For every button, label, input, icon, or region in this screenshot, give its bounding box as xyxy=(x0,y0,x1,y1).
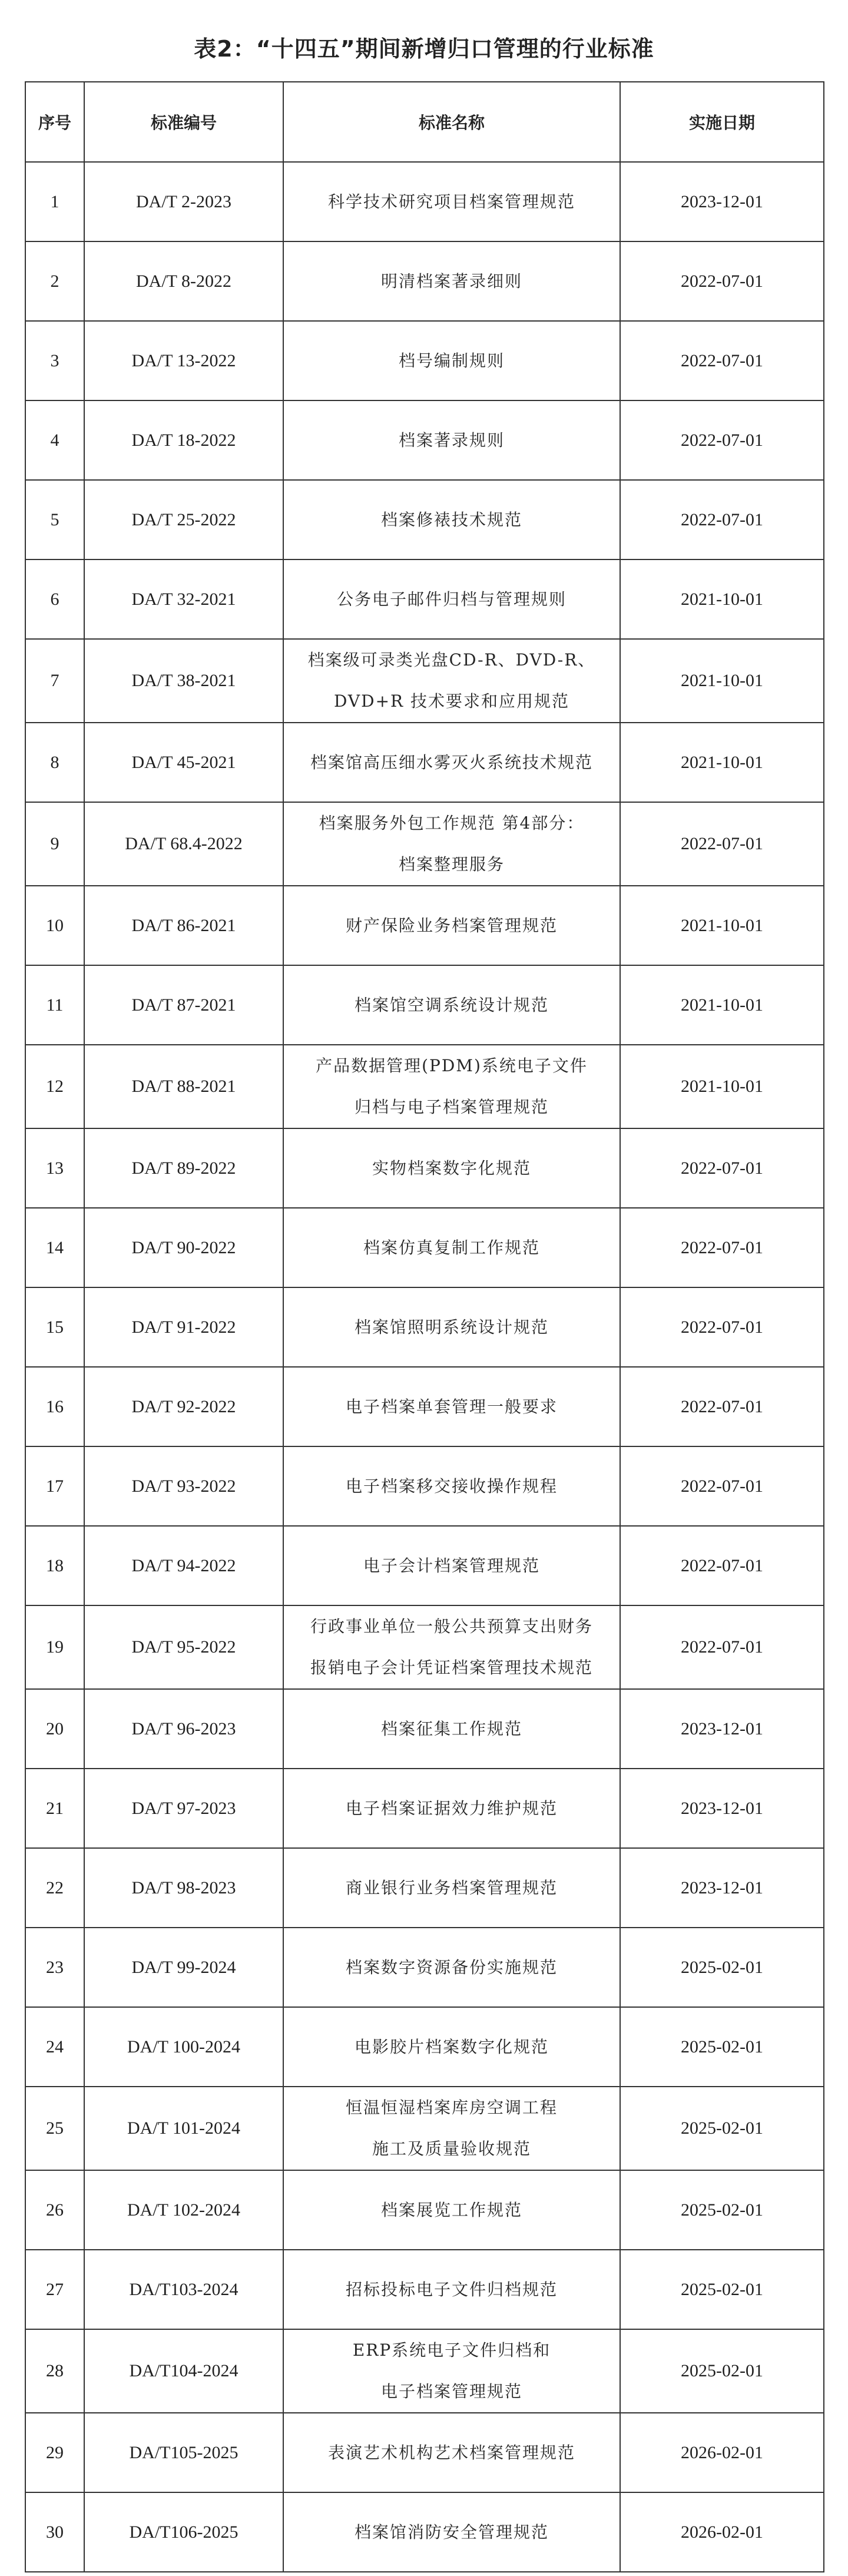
table-row xyxy=(25,2007,824,2087)
cell-serial-number: 2 xyxy=(25,241,84,321)
cell-serial-number: 9 xyxy=(25,802,84,886)
cell-implementation-date: 2023-12-01 xyxy=(620,162,824,241)
cell-standard-code: DA/T 90-2022 xyxy=(84,1208,283,1287)
cell-serial-number: 29 xyxy=(25,2413,84,2492)
cell-implementation-date: 2023-12-01 xyxy=(620,1848,824,1928)
cell-standard-code: DA/T 2-2023 xyxy=(84,162,283,241)
cell-implementation-date: 2021-10-01 xyxy=(620,1045,824,1128)
header-serial-number: 序号 xyxy=(25,82,84,162)
cell-serial-number: 10 xyxy=(25,886,84,965)
cell-standard-code: DA/T 32-2021 xyxy=(84,559,283,639)
cell-implementation-date: 2026-02-01 xyxy=(620,2413,824,2492)
cell-serial-number: 17 xyxy=(25,1446,84,1526)
table-row xyxy=(25,1689,824,1769)
cell-serial-number: 11 xyxy=(25,965,84,1045)
cell-standard-code: DA/T 102-2024 xyxy=(84,2170,283,2250)
cell-standard-name: 档案修裱技术规范 xyxy=(283,480,620,559)
table-row xyxy=(25,639,824,723)
cell-implementation-date: 2022-07-01 xyxy=(620,400,824,480)
table-row xyxy=(25,1128,824,1208)
cell-standard-code: DA/T 91-2022 xyxy=(84,1287,283,1367)
cell-serial-number: 21 xyxy=(25,1769,84,1848)
cell-standard-code: DA/T 38-2021 xyxy=(84,639,283,723)
cell-standard-code: DA/T 89-2022 xyxy=(84,1128,283,1208)
table-row xyxy=(25,241,824,321)
cell-implementation-date: 2021-10-01 xyxy=(620,723,824,802)
cell-serial-number: 3 xyxy=(25,321,84,400)
cell-standard-name: 电子档案证据效力维护规范 xyxy=(283,1769,620,1848)
header-standard-name: 标准名称 xyxy=(283,82,620,162)
cell-implementation-date: 2022-07-01 xyxy=(620,241,824,321)
cell-standard-name: 招标投标电子文件归档规范 xyxy=(283,2250,620,2329)
cell-implementation-date: 2021-10-01 xyxy=(620,886,824,965)
cell-standard-code: DA/T 97-2023 xyxy=(84,1769,283,1848)
cell-standard-name: 档案馆高压细水雾灭火系统技术规范 xyxy=(283,723,620,802)
cell-serial-number: 30 xyxy=(25,2492,84,2572)
cell-implementation-date: 2022-07-01 xyxy=(620,321,824,400)
table-row xyxy=(25,1769,824,1848)
cell-implementation-date: 2022-07-01 xyxy=(620,480,824,559)
cell-standard-code: DA/T 68.4-2022 xyxy=(84,802,283,886)
cell-standard-code: DA/T 87-2021 xyxy=(84,965,283,1045)
table-row xyxy=(25,1446,824,1526)
cell-standard-name: 档案馆消防安全管理规范 xyxy=(283,2492,620,2572)
table-row xyxy=(25,1928,824,2007)
cell-standard-code: DA/T 18-2022 xyxy=(84,400,283,480)
cell-serial-number: 15 xyxy=(25,1287,84,1367)
table-row xyxy=(25,559,824,639)
cell-standard-name: 档案服务外包工作规范 第4部分： 档案整理服务 xyxy=(283,802,620,886)
table-row xyxy=(25,2087,824,2170)
cell-implementation-date: 2022-07-01 xyxy=(620,1446,824,1526)
cell-standard-name: ERP系统电子文件归档和 电子档案管理规范 xyxy=(283,2329,620,2413)
table-body xyxy=(25,162,824,2572)
cell-serial-number: 13 xyxy=(25,1128,84,1208)
cell-serial-number: 26 xyxy=(25,2170,84,2250)
cell-standard-name: 恒温恒湿档案库房空调工程 施工及质量验收规范 xyxy=(283,2087,620,2170)
table-row xyxy=(25,1208,824,1287)
table-row xyxy=(25,965,824,1045)
table-row xyxy=(25,1526,824,1605)
cell-standard-name: 商业银行业务档案管理规范 xyxy=(283,1848,620,1928)
cell-standard-code: DA/T 13-2022 xyxy=(84,321,283,400)
cell-implementation-date: 2023-12-01 xyxy=(620,1689,824,1769)
cell-standard-name: 档案数字资源备份实施规范 xyxy=(283,1928,620,2007)
cell-implementation-date: 2025-02-01 xyxy=(620,1928,824,2007)
cell-standard-name: 公务电子邮件归档与管理规则 xyxy=(283,559,620,639)
cell-standard-name: 档案著录规则 xyxy=(283,400,620,480)
table-row xyxy=(25,802,824,886)
cell-standard-code: DA/T 45-2021 xyxy=(84,723,283,802)
cell-standard-code: DA/T 98-2023 xyxy=(84,1848,283,1928)
cell-implementation-date: 2022-07-01 xyxy=(620,1526,824,1605)
table-row xyxy=(25,1605,824,1689)
cell-standard-name: 电影胶片档案数字化规范 xyxy=(283,2007,620,2087)
cell-standard-code: DA/T 25-2022 xyxy=(84,480,283,559)
table-row xyxy=(25,886,824,965)
cell-serial-number: 4 xyxy=(25,400,84,480)
cell-implementation-date: 2022-07-01 xyxy=(620,802,824,886)
cell-standard-name: 产品数据管理(PDM)系统电子文件 归档与电子档案管理规范 xyxy=(283,1045,620,1128)
cell-standard-name: 实物档案数字化规范 xyxy=(283,1128,620,1208)
cell-serial-number: 14 xyxy=(25,1208,84,1287)
cell-implementation-date: 2026-02-01 xyxy=(620,2492,824,2572)
cell-serial-number: 7 xyxy=(25,639,84,723)
cell-implementation-date: 2025-02-01 xyxy=(620,2087,824,2170)
cell-serial-number: 28 xyxy=(25,2329,84,2413)
cell-standard-code: DA/T105-2025 xyxy=(84,2413,283,2492)
cell-implementation-date: 2021-10-01 xyxy=(620,965,824,1045)
cell-standard-code: DA/T 8-2022 xyxy=(84,241,283,321)
cell-serial-number: 24 xyxy=(25,2007,84,2087)
cell-standard-code: DA/T 101-2024 xyxy=(84,2087,283,2170)
cell-implementation-date: 2021-10-01 xyxy=(620,559,824,639)
table-row xyxy=(25,321,824,400)
cell-implementation-date: 2021-10-01 xyxy=(620,639,824,723)
cell-implementation-date: 2025-02-01 xyxy=(620,2250,824,2329)
standards-table xyxy=(25,81,824,2572)
cell-standard-code: DA/T 94-2022 xyxy=(84,1526,283,1605)
cell-standard-name: 科学技术研究项目档案管理规范 xyxy=(283,162,620,241)
header-implementation-date: 实施日期 xyxy=(620,82,824,162)
cell-serial-number: 25 xyxy=(25,2087,84,2170)
cell-standard-code: DA/T 92-2022 xyxy=(84,1367,283,1446)
header-standard-code: 标准编号 xyxy=(84,82,283,162)
cell-serial-number: 18 xyxy=(25,1526,84,1605)
cell-serial-number: 6 xyxy=(25,559,84,639)
table-row xyxy=(25,2329,824,2413)
cell-standard-code: DA/T 99-2024 xyxy=(84,1928,283,2007)
cell-implementation-date: 2022-07-01 xyxy=(620,1367,824,1446)
table-row xyxy=(25,2492,824,2572)
cell-serial-number: 19 xyxy=(25,1605,84,1689)
cell-serial-number: 23 xyxy=(25,1928,84,2007)
table-row xyxy=(25,400,824,480)
table-row xyxy=(25,1367,824,1446)
table-title: 表2：“十四五”期间新增归口管理的行业标准 xyxy=(194,36,654,62)
cell-standard-code: DA/T104-2024 xyxy=(84,2329,283,2413)
cell-standard-name: 档号编制规则 xyxy=(283,321,620,400)
table-row xyxy=(25,162,824,241)
cell-standard-name: 电子档案单套管理一般要求 xyxy=(283,1367,620,1446)
cell-standard-code: DA/T 100-2024 xyxy=(84,2007,283,2087)
cell-implementation-date: 2022-07-01 xyxy=(620,1128,824,1208)
table-row xyxy=(25,1848,824,1928)
cell-implementation-date: 2025-02-01 xyxy=(620,2329,824,2413)
cell-standard-name: 财产保险业务档案管理规范 xyxy=(283,886,620,965)
cell-standard-name: 档案馆照明系统设计规范 xyxy=(283,1287,620,1367)
cell-serial-number: 8 xyxy=(25,723,84,802)
cell-implementation-date: 2025-02-01 xyxy=(620,2007,824,2087)
cell-standard-name: 档案仿真复制工作规范 xyxy=(283,1208,620,1287)
cell-standard-code: DA/T 88-2021 xyxy=(84,1045,283,1128)
cell-standard-name: 档案馆空调系统设计规范 xyxy=(283,965,620,1045)
cell-serial-number: 12 xyxy=(25,1045,84,1128)
cell-implementation-date: 2025-02-01 xyxy=(620,2170,824,2250)
cell-serial-number: 5 xyxy=(25,480,84,559)
table-row xyxy=(25,1045,824,1128)
cell-implementation-date: 2022-07-01 xyxy=(620,1208,824,1287)
cell-standard-code: DA/T 86-2021 xyxy=(84,886,283,965)
cell-standard-name: 电子会计档案管理规范 xyxy=(283,1526,620,1605)
cell-serial-number: 20 xyxy=(25,1689,84,1769)
cell-implementation-date: 2022-07-01 xyxy=(620,1605,824,1689)
cell-standard-code: DA/T106-2025 xyxy=(84,2492,283,2572)
table-row xyxy=(25,1287,824,1367)
table-row xyxy=(25,2250,824,2329)
cell-serial-number: 22 xyxy=(25,1848,84,1928)
cell-standard-name: 电子档案移交接收操作规程 xyxy=(283,1446,620,1526)
table-row xyxy=(25,2413,824,2492)
cell-standard-code: DA/T 96-2023 xyxy=(84,1689,283,1769)
table-row xyxy=(25,2170,824,2250)
cell-serial-number: 1 xyxy=(25,162,84,241)
cell-standard-name: 档案征集工作规范 xyxy=(283,1689,620,1769)
cell-serial-number: 16 xyxy=(25,1367,84,1446)
table-row xyxy=(25,723,824,802)
cell-standard-name: 明清档案著录细则 xyxy=(283,241,620,321)
cell-standard-code: DA/T103-2024 xyxy=(84,2250,283,2329)
cell-standard-name: 行政事业单位一般公共预算支出财务 报销电子会计凭证档案管理技术规范 xyxy=(283,1605,620,1689)
cell-implementation-date: 2023-12-01 xyxy=(620,1769,824,1848)
cell-standard-name: 表演艺术机构艺术档案管理规范 xyxy=(283,2413,620,2492)
cell-standard-name: 档案展览工作规范 xyxy=(283,2170,620,2250)
table-header-row xyxy=(25,82,824,162)
table-row xyxy=(25,480,824,559)
cell-standard-name: 档案级可录类光盘CD-R、DVD-R、 DVD+R 技术要求和应用规范 xyxy=(283,639,620,723)
cell-standard-code: DA/T 95-2022 xyxy=(84,1605,283,1689)
cell-serial-number: 27 xyxy=(25,2250,84,2329)
cell-implementation-date: 2022-07-01 xyxy=(620,1287,824,1367)
cell-standard-code: DA/T 93-2022 xyxy=(84,1446,283,1526)
